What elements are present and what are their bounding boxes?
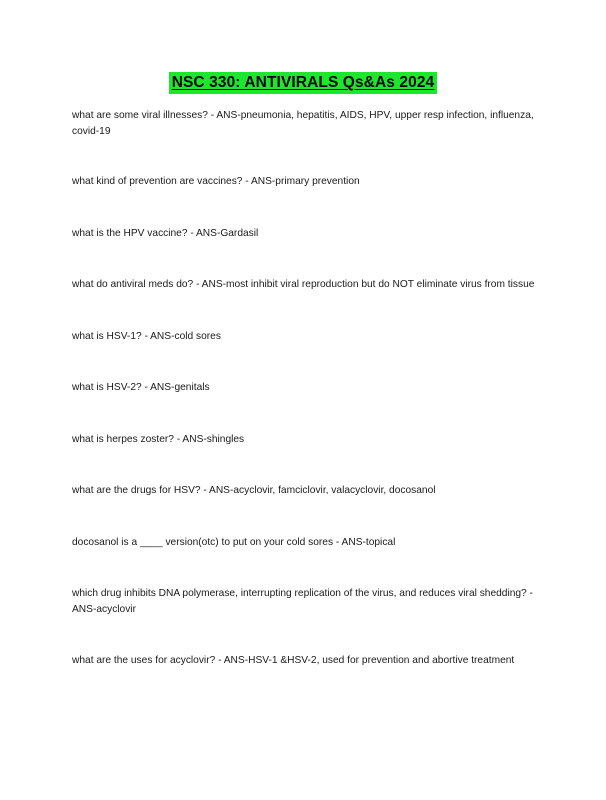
qa-item: what do antiviral meds do? - ANS-most inhibit viral reproduction but do NOT eliminate virus from tissue xyxy=(72,279,535,290)
qa-item: what are some viral illnesses? - ANS-pneumonia, hepatitis, AIDS, HPV, upper resp infection, influenza, covid-19 xyxy=(72,110,534,137)
qa-item: what kind of prevention are vaccines? - ANS-primary prevention xyxy=(72,176,360,187)
qa-item: what is HSV-1? - ANS-cold sores xyxy=(72,331,221,342)
qa-item: what is HSV-2? - ANS-genitals xyxy=(72,382,210,393)
qa-item: what is the HPV vaccine? - ANS-Gardasil xyxy=(72,228,259,239)
qa-item: which drug inhibits DNA polymerase, interrupting replication of the virus, and reduces viral shedding? - ANS-acyclovir xyxy=(72,588,533,615)
title-container xyxy=(0,72,606,94)
document-title: NSC 330: ANTIVIRALS Qs&As 2024 xyxy=(169,72,438,94)
qa-item: what are the uses for acyclovir? - ANS-HSV-1 &HSV-2, used for prevention and abortive treatment xyxy=(72,655,515,666)
qa-item: what are the drugs for HSV? - ANS-acyclovir, famciclovir, valacyclovir, docosanol xyxy=(72,485,436,496)
qa-item: docosanol is a ____ version(otc) to put on your cold sores - ANS-topical xyxy=(72,537,396,548)
qa-item: what is herpes zoster? - ANS-shingles xyxy=(72,434,245,445)
